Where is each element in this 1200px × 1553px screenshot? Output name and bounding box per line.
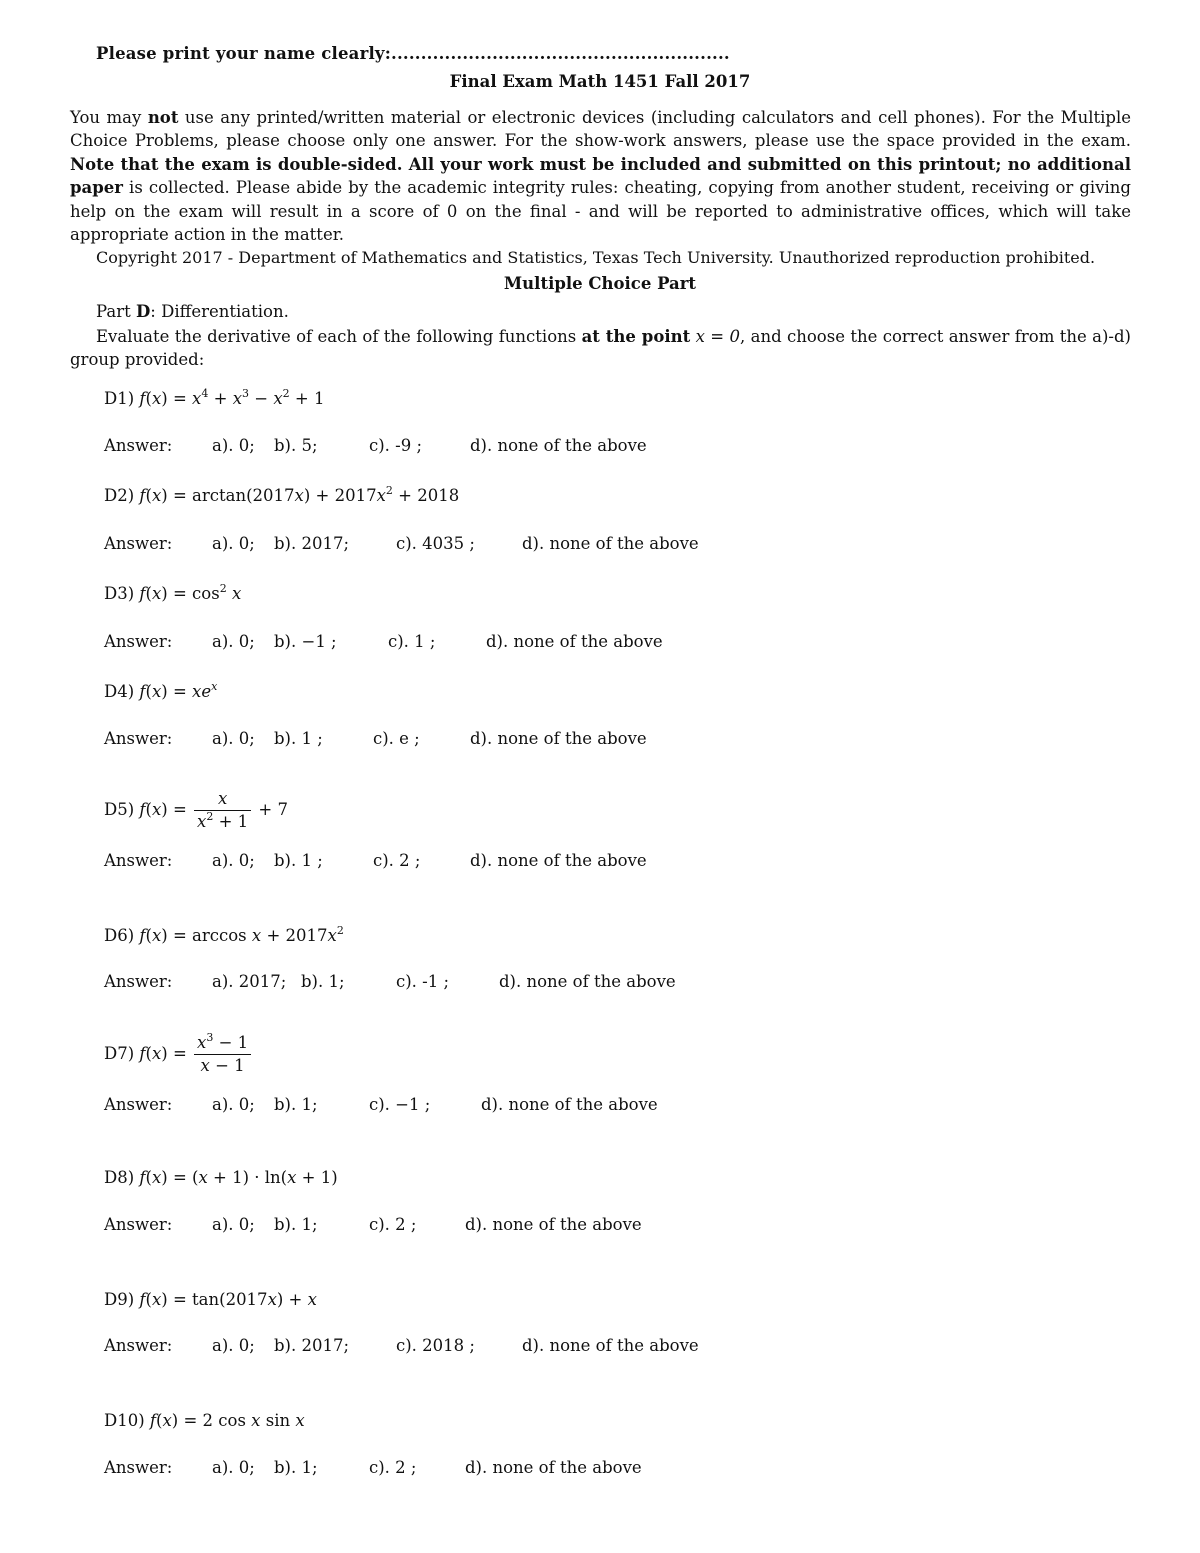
choice-a[interactable]: a). 0; bbox=[212, 1458, 255, 1477]
choice-c[interactable]: c). −1 ; bbox=[369, 1095, 431, 1114]
choice-c[interactable]: c). -9 ; bbox=[369, 436, 423, 455]
exam-title: Final Exam Math 1451 Fall 2017 bbox=[449, 72, 751, 91]
choice-b[interactable]: b). 1 ; bbox=[274, 729, 323, 748]
choice-a[interactable]: a). 2017; bbox=[212, 972, 287, 991]
choice-d[interactable]: d). none of the above bbox=[481, 1095, 658, 1114]
name-prompt: Please print your name clearly:......................................................... bbox=[96, 44, 730, 63]
question-d2: D2) $f(x) = \arctan(2017x) + 2017x^2 + 2018$ bbox=[104, 484, 460, 505]
choice-a[interactable]: a). 0; bbox=[212, 632, 255, 651]
choice-b[interactable]: b). 2017; bbox=[274, 1336, 350, 1355]
choice-b[interactable]: b). 5; bbox=[274, 436, 318, 455]
formula-d1: $f(x) = x^4 + x^3 - x^2 + 1$ bbox=[139, 387, 325, 408]
choice-c[interactable]: c). 2 ; bbox=[373, 851, 421, 870]
choice-d[interactable]: d). none of the above bbox=[470, 851, 647, 870]
choice-a[interactable]: a). 0; bbox=[212, 1095, 255, 1114]
question-d8: D8) f(x) = (x + 1) · ln(x + 1) bbox=[104, 1168, 338, 1187]
answer-row-d9: Answer: a). 0; b). 2017; c). 2018 ; d). none of the above bbox=[104, 1336, 699, 1355]
choice-c[interactable]: c). 4035 ; bbox=[396, 534, 475, 553]
choice-d[interactable]: d). none of the above bbox=[522, 1336, 699, 1355]
formula-d9: f(x) = tan(2017x) + x bbox=[139, 1290, 317, 1309]
question-d7: D7) f(x) = $\frac{x^3 - 1}{x - 1}$ bbox=[104, 1034, 253, 1075]
choice-a[interactable]: a). 0; bbox=[212, 436, 255, 455]
question-d6: D6) $f(x) = \arccos x + 2017x^2$ bbox=[104, 924, 344, 945]
part-heading: Part D: Differentiation. bbox=[96, 302, 289, 321]
choice-b[interactable]: b). −1 ; bbox=[274, 632, 337, 651]
formula-d4: $f(x) = xe^x$ bbox=[139, 680, 218, 701]
choice-b[interactable]: b). 1; bbox=[301, 972, 345, 991]
answer-row-d2: Answer: a). 0; b). 2017; c). 4035 ; d). none of the above bbox=[104, 534, 699, 553]
formula-d5: f(x) = $\frac{x}{x^2 + 1}$ + 7 bbox=[139, 789, 289, 831]
choice-a[interactable]: a). 0; bbox=[212, 851, 255, 870]
answer-row-d8: Answer: a). 0; b). 1; c). 2 ; d). none of the above bbox=[104, 1215, 642, 1234]
question-d9: D9) f(x) = tan(2017x) + x bbox=[104, 1290, 317, 1309]
formula-d7: f(x) = $\frac{x^3 - 1}{x - 1}$ bbox=[139, 1044, 253, 1063]
instructions-text-3: is collected. Please abide by the academic integrity rules: cheating, copying from another student, receiving or giving help on the exam will result in a score of 0 on the final - and will be reported to administrative offices, which will take appropriate action in the matter. bbox=[70, 178, 1131, 245]
choice-c[interactable]: c). 2 ; bbox=[369, 1215, 417, 1234]
question-d5: D5) f(x) = $\frac{x}{x^2 + 1}$ + 7 bbox=[104, 789, 289, 831]
copyright-notice: Copyright 2017 - Department of Mathematics and Statistics, Texas Tech University. Unauthorized reproduction prohibited. bbox=[96, 248, 1096, 267]
formula-d3: $f(x) = \cos^2 x$ bbox=[139, 582, 242, 603]
choice-d[interactable]: d). none of the above bbox=[465, 1215, 642, 1234]
choice-a[interactable]: a). 0; bbox=[212, 1336, 255, 1355]
instructions-bold-note: Note that the exam is double-sided. All your work must be included and submitted on this printout; no additional paper bbox=[70, 154, 1131, 198]
answer-row-d10: Answer: a). 0; b). 1; c). 2 ; d). none of the above bbox=[104, 1458, 642, 1477]
answer-row-d1: Answer: a). 0; b). 5; c). -9 ; d). none of the above bbox=[104, 436, 647, 455]
formula-d8: f(x) = (x + 1) · ln(x + 1) bbox=[139, 1168, 338, 1187]
answer-row-d7: Answer: a). 0; b). 1; c). −1 ; d). none of the above bbox=[104, 1095, 658, 1114]
choice-d[interactable]: d). none of the above bbox=[522, 534, 699, 553]
formula-d2: $f(x) = \arctan(2017x) + 2017x^2 + 2018$ bbox=[139, 484, 460, 505]
question-d3: D3) $f(x) = \cos^2 x$ bbox=[104, 582, 242, 603]
question-d1: D1) $f(x) = x^4 + x^3 - x^2 + 1$ bbox=[104, 387, 325, 408]
choice-c[interactable]: c). -1 ; bbox=[396, 972, 450, 991]
answer-row-d6: Answer: a). 2017; b). 1; c). -1 ; d). none of the above bbox=[104, 972, 676, 991]
choice-c[interactable]: c). 2 ; bbox=[369, 1458, 417, 1477]
formula-d10: f(x) = 2 cos x sin x bbox=[149, 1411, 305, 1430]
evaluation-instructions: Evaluate the derivative of each of the following functions at the point x = 0, and choose the correct answer from the a)-d) group provided: bbox=[70, 327, 1131, 370]
question-d4: D4) $f(x) = xe^x$ bbox=[104, 680, 218, 701]
instructions-text-2: use any printed/written material or electronic devices (including calculators and cell phones). For the Multiple Choice Problems, please choose only one answer. For the show-work answers, please use the space provided in the exam. bbox=[70, 108, 1131, 151]
choice-a[interactable]: a). 0; bbox=[212, 1215, 255, 1234]
choice-d[interactable]: d). none of the above bbox=[470, 436, 647, 455]
choice-b[interactable]: b). 1; bbox=[274, 1458, 318, 1477]
choice-d[interactable]: d). none of the above bbox=[470, 729, 647, 748]
choice-b[interactable]: b). 1; bbox=[274, 1095, 318, 1114]
choice-c[interactable]: c). e ; bbox=[373, 729, 420, 748]
choice-b[interactable]: b). 2017; bbox=[274, 534, 350, 553]
choice-d[interactable]: d). none of the above bbox=[486, 632, 663, 651]
instructions-text-1: You may bbox=[70, 108, 148, 127]
formula-d6: $f(x) = \arccos x + 2017x^2$ bbox=[139, 924, 344, 945]
choice-a[interactable]: a). 0; bbox=[212, 534, 255, 553]
choice-d[interactable]: d). none of the above bbox=[499, 972, 676, 991]
instructions-not: not bbox=[147, 108, 179, 127]
instructions bbox=[70, 106, 1131, 246]
question-d10: D10) f(x) = 2 cos x sin x bbox=[104, 1411, 305, 1430]
answer-row-d3: Answer: a). 0; b). −1 ; c). 1 ; d). none of the above bbox=[104, 632, 663, 651]
choice-b[interactable]: b). 1; bbox=[274, 1215, 318, 1234]
choice-c[interactable]: c). 2018 ; bbox=[396, 1336, 475, 1355]
answer-row-d4: Answer: a). 0; b). 1 ; c). e ; d). none of the above bbox=[104, 729, 647, 748]
section-title: Multiple Choice Part bbox=[503, 274, 697, 293]
choice-c[interactable]: c). 1 ; bbox=[388, 632, 436, 651]
choice-a[interactable]: a). 0; bbox=[212, 729, 255, 748]
choice-b[interactable]: b). 1 ; bbox=[274, 851, 323, 870]
answer-row-d5: Answer: a). 0; b). 1 ; c). 2 ; d). none of the above bbox=[104, 851, 647, 870]
choice-d[interactable]: d). none of the above bbox=[465, 1458, 642, 1477]
